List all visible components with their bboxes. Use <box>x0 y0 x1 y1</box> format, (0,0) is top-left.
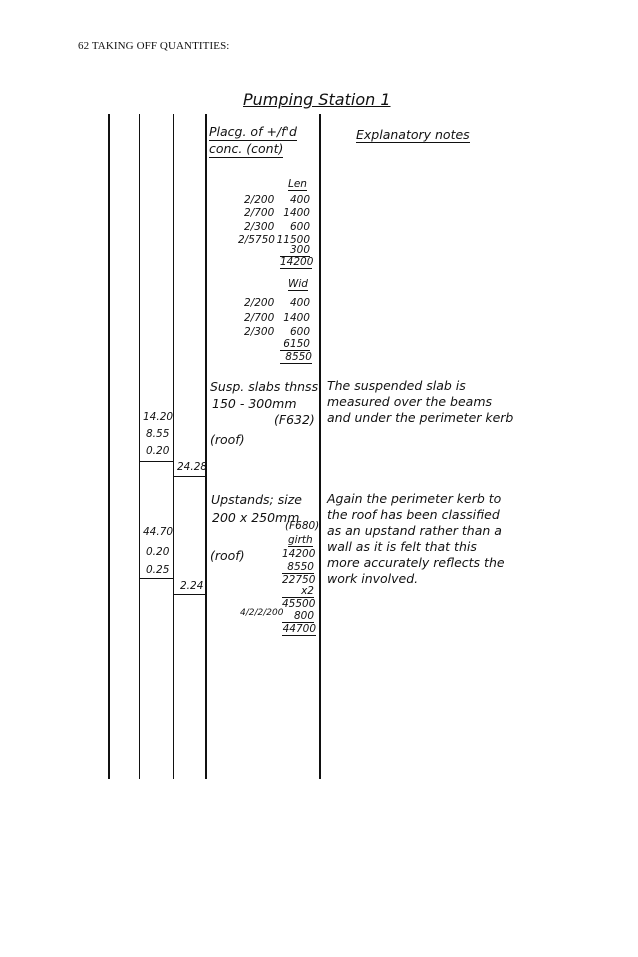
len-val-1: 400 <box>289 194 310 206</box>
wid-mult-2: 2/700 <box>244 312 275 324</box>
wid-val-3: 600 <box>289 326 310 338</box>
item1-total-rule <box>173 476 206 477</box>
column-rule-timesing <box>139 114 140 779</box>
item2-desc-line-2: 200 x 250mm <box>212 510 300 525</box>
wid-total: 8550 <box>280 351 312 364</box>
running-head: 62 TAKING OFF QUANTITIES: <box>78 40 230 52</box>
column-rule-description <box>319 114 321 779</box>
item1-desc-line-1: Susp. slabs thnss <box>210 379 319 394</box>
item2-waste-6: 800 <box>282 610 314 623</box>
column-rule-squaring <box>205 114 207 779</box>
item2-total: 2.24 <box>180 580 204 592</box>
item2-note-line-3: as an upstand rather than a <box>327 523 502 538</box>
item2-desc-location: (roof) <box>210 548 245 563</box>
item2-desc-line-1: Upstands; size <box>211 492 302 507</box>
len-val-5: 300 <box>280 244 310 257</box>
item2-dim-2: 0.20 <box>146 546 170 558</box>
item2-waste-2: 8550 <box>282 561 314 574</box>
len-label: Len <box>288 178 307 190</box>
description-heading <box>209 124 297 158</box>
item2-waste-1: 14200 <box>282 548 316 560</box>
item2-girth-label: girth <box>288 534 313 546</box>
item1-dim-3: 0.20 <box>146 445 170 457</box>
item2-waste-5: 45500 <box>282 598 316 610</box>
wid-label: Wid <box>288 278 308 290</box>
item2-note-line-1: Again the perimeter kerb to <box>327 491 502 506</box>
description-heading-line-2: conc. (cont) <box>209 141 284 156</box>
wid-mult-1: 2/200 <box>244 297 275 309</box>
len-mult-3: 2/300 <box>244 221 275 233</box>
len-mult-4: 2/5750 <box>238 234 275 246</box>
item1-note-line-1: The suspended slab is <box>327 378 466 393</box>
item2-note-line-5: more accurately reflects the <box>327 555 505 570</box>
description-heading-line-1: Placg. of +/f'd <box>209 124 297 139</box>
len-total: 14200 <box>280 256 314 268</box>
item2-note-line-4: wall as it is felt that this <box>327 539 477 554</box>
item1-note <box>327 378 513 426</box>
item2-dim-3: 0.25 <box>146 564 170 576</box>
item2-waste-3: 22750 <box>282 574 316 586</box>
item2-dim-1: 44.70 <box>143 526 174 538</box>
notes-heading: Explanatory notes <box>356 127 470 142</box>
len-mult-2: 2/700 <box>244 207 275 219</box>
item2-note-line-2: the roof has been classified <box>327 507 500 522</box>
wid-mult-3: 2/300 <box>244 326 275 338</box>
item2-note <box>327 491 505 587</box>
item2-note-line-6: work involved. <box>327 571 419 586</box>
item1-dim-rule <box>139 461 173 462</box>
item1-dim-1: 14.20 <box>143 411 174 423</box>
column-rule-left <box>108 114 110 779</box>
sheet-title: Pumping Station 1 <box>243 90 391 109</box>
item1-note-line-2: measured over the beams <box>327 394 493 409</box>
column-rule-dimension <box>173 114 174 779</box>
len-val-2: 1400 <box>283 207 310 219</box>
item2-waste-total: 44700 <box>282 623 316 635</box>
wid-val-2: 1400 <box>283 312 310 324</box>
item1-desc-ref: (F632) <box>274 412 315 427</box>
len-val-4: 11500 <box>276 234 310 246</box>
len-mult-1: 2/200 <box>244 194 275 206</box>
wid-val-1: 400 <box>289 297 310 309</box>
item1-note-line-3: and under the perimeter kerb <box>327 410 514 425</box>
item2-dim-rule <box>139 578 173 579</box>
item1-desc-location: (roof) <box>210 432 245 447</box>
item2-waste-mult: 4/2/2/200 <box>240 608 284 618</box>
wid-val-4: 6150 <box>280 338 310 351</box>
item2-total-rule <box>173 594 206 595</box>
item2-waste-4: x2 <box>282 585 314 598</box>
item1-desc-line-2: 150 - 300mm <box>212 396 297 411</box>
len-val-3: 600 <box>289 221 310 233</box>
item1-total: 24.28 <box>177 461 208 473</box>
item1-dim-2: 8.55 <box>146 428 170 440</box>
item2-desc-ref: (F680) <box>285 520 320 532</box>
